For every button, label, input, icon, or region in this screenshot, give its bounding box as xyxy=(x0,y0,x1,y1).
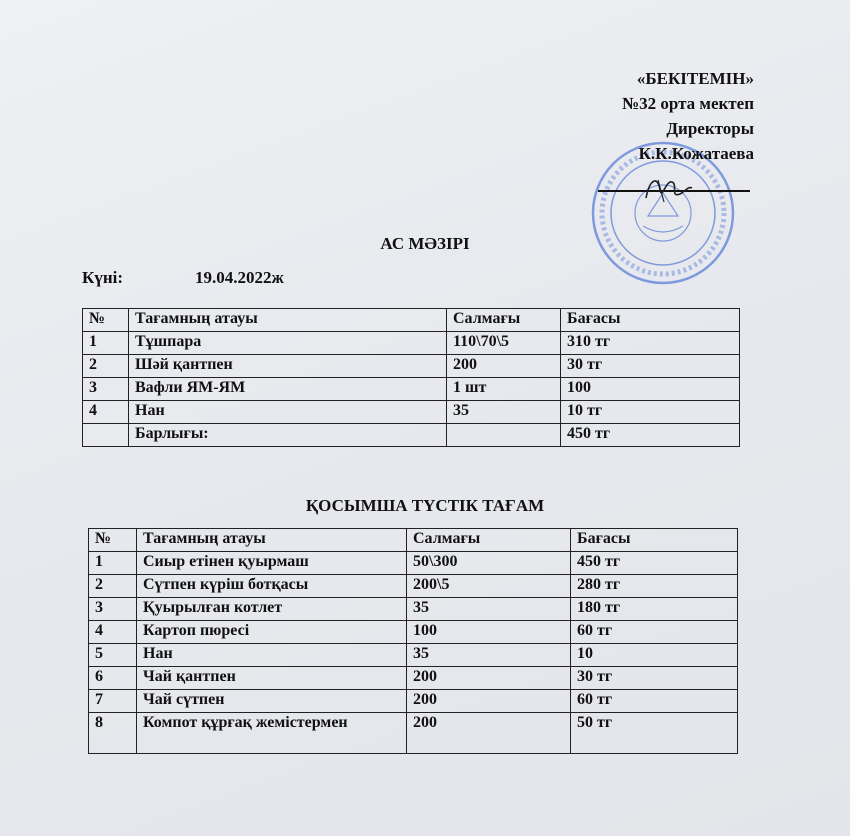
row-price: 100 xyxy=(561,378,740,401)
row-weight: 200 xyxy=(407,667,571,690)
row-weight: 100 xyxy=(407,621,571,644)
table-row xyxy=(89,713,738,754)
row-dish: Картоп пюресі xyxy=(137,621,407,644)
extra-table xyxy=(88,528,738,754)
row-number: 2 xyxy=(89,575,137,598)
date-row xyxy=(82,268,284,288)
row-price: 180 тг xyxy=(571,598,738,621)
row-number: 4 xyxy=(83,401,129,424)
row-dish: Чай қантпен xyxy=(137,667,407,690)
row-price: 10 xyxy=(571,644,738,667)
extra-title: ҚОСЫМША ТҮСТІК ТАҒАМ xyxy=(305,496,545,515)
approval-title: «БЕКІТЕМІН» xyxy=(636,69,754,88)
header-number: № xyxy=(83,309,129,332)
school-name: №32 орта мектеп xyxy=(622,94,754,113)
date-label: Күні: xyxy=(82,268,124,287)
row-number: 7 xyxy=(89,690,137,713)
table-row xyxy=(89,621,738,644)
row-number: 8 xyxy=(89,713,137,754)
header-price: Бағасы xyxy=(571,529,738,552)
row-number: 3 xyxy=(89,598,137,621)
row-dish: Шәй қантпен xyxy=(129,355,447,378)
row-weight: 35 xyxy=(407,644,571,667)
row-price: 60 тг xyxy=(571,621,738,644)
row-price: 60 тг xyxy=(571,690,738,713)
row-number: 2 xyxy=(83,355,129,378)
row-weight: 200\5 xyxy=(407,575,571,598)
table-row xyxy=(83,378,740,401)
header-weight: Салмағы xyxy=(447,309,561,332)
menu-table xyxy=(82,308,740,447)
menu-title: АС МӘЗІРІ xyxy=(380,234,470,253)
row-weight: 1 шт xyxy=(447,378,561,401)
total-label: Барлығы: xyxy=(129,424,447,447)
director-title: Директоры xyxy=(666,119,754,138)
director-name: К.К.Кожатаева xyxy=(638,144,754,163)
header-weight: Салмағы xyxy=(407,529,571,552)
row-price: 10 тг xyxy=(561,401,740,424)
row-weight: 50\300 xyxy=(407,552,571,575)
row-price: 310 тг xyxy=(561,332,740,355)
header-dish-name: Тағамның атауы xyxy=(137,529,407,552)
table-row xyxy=(89,598,738,621)
row-dish: Сүтпен күріш ботқасы xyxy=(137,575,407,598)
table-row xyxy=(89,552,738,575)
row-price: 50 тг xyxy=(571,713,738,754)
row-dish: Компот құрғақ жемістермен xyxy=(137,713,407,754)
row-weight: 35 xyxy=(407,598,571,621)
row-dish: Нан xyxy=(129,401,447,424)
total-row xyxy=(83,424,740,447)
row-weight: 35 xyxy=(447,401,561,424)
header-price: Бағасы xyxy=(561,309,740,332)
row-weight: 200 xyxy=(407,713,571,754)
table-row xyxy=(83,401,740,424)
row-weight: 110\70\5 xyxy=(447,332,561,355)
row-price: 450 тг xyxy=(571,552,738,575)
row-dish: Чай сүтпен xyxy=(137,690,407,713)
total-empty-cell xyxy=(83,424,129,447)
table-row xyxy=(83,355,740,378)
table-row xyxy=(89,575,738,598)
table-row xyxy=(83,332,740,355)
table-header-row xyxy=(83,309,740,332)
row-weight: 200 xyxy=(407,690,571,713)
table-header-row xyxy=(89,529,738,552)
row-number: 1 xyxy=(89,552,137,575)
header-number: № xyxy=(89,529,137,552)
row-number: 3 xyxy=(83,378,129,401)
total-empty-cell xyxy=(447,424,561,447)
row-dish: Қуырылған котлет xyxy=(137,598,407,621)
table-row xyxy=(89,667,738,690)
total-value: 450 тг xyxy=(561,424,740,447)
row-price: 30 тг xyxy=(561,355,740,378)
row-number: 5 xyxy=(89,644,137,667)
row-number: 4 xyxy=(89,621,137,644)
signature-icon xyxy=(640,168,696,208)
row-number: 1 xyxy=(83,332,129,355)
row-number: 6 xyxy=(89,667,137,690)
row-dish: Тұшпара xyxy=(129,332,447,355)
row-dish: Вафли ЯМ-ЯМ xyxy=(129,378,447,401)
date-value: 19.04.2022ж xyxy=(195,268,284,287)
approval-block xyxy=(622,66,754,166)
table-row xyxy=(89,690,738,713)
row-price: 30 тг xyxy=(571,667,738,690)
table-row xyxy=(89,644,738,667)
row-weight: 200 xyxy=(447,355,561,378)
row-dish: Нан xyxy=(137,644,407,667)
row-price: 280 тг xyxy=(571,575,738,598)
header-dish-name: Тағамның атауы xyxy=(129,309,447,332)
row-dish: Сиыр етінен қуырмаш xyxy=(137,552,407,575)
